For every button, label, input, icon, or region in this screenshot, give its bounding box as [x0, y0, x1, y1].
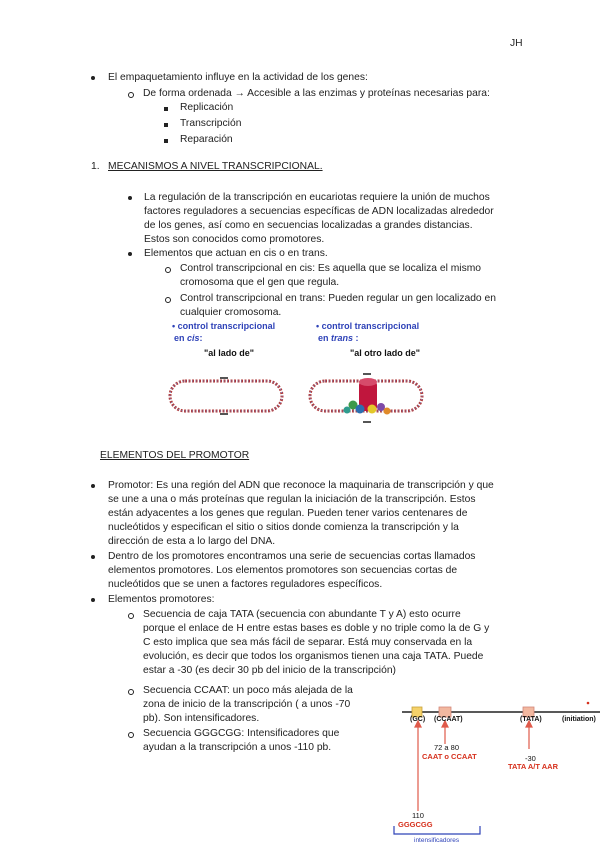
ccaat-name-label: CAAT o CCAAT — [422, 752, 477, 761]
ccaat-line: Secuencia CCAAT: un poco más alejada de la — [143, 685, 353, 696]
ccaat-box-label: (CCAAT) — [434, 716, 463, 723]
intro-item-reparacion: Reparación — [180, 134, 233, 145]
page-initials: JH — [510, 38, 523, 49]
cis-trans-figure — [160, 318, 440, 433]
gc-box-label: (GC) — [410, 716, 426, 723]
cis-line: cromosoma que el gen que regula. — [180, 277, 340, 288]
protein-complex — [344, 378, 391, 415]
section2-title: ELEMENTOS DEL PROMOTOR — [100, 450, 250, 461]
elementos-promotores: Elementos promotores: — [108, 594, 215, 605]
intro-item-transcripcion: Transcripción — [180, 118, 242, 129]
cis-line: Control transcripcional en cis: Es aquella que se localiza el mismo — [180, 263, 482, 274]
intro-sub-bullet: De forma ordenada → Accesible a las enzimas y proteínas necesarias para: — [143, 88, 490, 99]
ccaat-line: pb). Son intensificadores. — [143, 713, 260, 724]
bullet-ring — [128, 92, 134, 98]
initiation-label: (initiation) — [562, 716, 596, 723]
dentro-line: elementos promotores. Los elementos promotores son secuencias cortas de — [108, 565, 458, 576]
trans-caption: "al otro lado de" — [350, 348, 421, 358]
bullet-ring — [165, 267, 171, 273]
dentro-line: Dentro de los promotores encontramos una serie de secuencias cortas llamados — [108, 551, 476, 562]
cis-heading: • control transcripcional — [172, 321, 276, 331]
section1-number: 1. — [91, 161, 100, 172]
trans-heading: • control transcripcional — [316, 321, 420, 331]
intro-item-replicacion: Replicación — [180, 102, 234, 113]
pos-72-label: 72 a 80 — [434, 743, 460, 752]
bullet-ring — [128, 689, 134, 695]
promotor-line: nucleótidos y especifican el sitio o sitios donde comienza la transcripción y la — [108, 522, 459, 533]
section1-p1-line: factores reguladores a secuencias específicas de ADN localizadas alrededor — [144, 206, 494, 217]
tata-line: evolución, es decir que todos los organismos tienen una caja TATA. Puede — [143, 651, 484, 662]
bullet-square — [164, 139, 168, 143]
tata-line: porque el enlace de H entre estas bases es doble y no triple como la de G y — [143, 623, 490, 634]
bullet-dot — [91, 484, 95, 488]
bullet-dot — [91, 598, 95, 602]
tata-line: estar a -30 (es decir 30 pb del inicio de la transcripción) — [143, 665, 396, 676]
section1-title: MECANISMOS A NIVEL TRANSCRIPCIONAL. — [108, 161, 323, 172]
bullet-dot — [128, 196, 132, 200]
promotor-line: Promotor: Es una región del ADN que reconoce la maquinaria de transcripción y que — [108, 480, 494, 491]
intensificadores-label: intensificadores — [414, 837, 460, 844]
gggcgg-name-label: GGGCGG — [398, 820, 433, 829]
bullet-ring — [165, 297, 171, 303]
bullet-dot — [128, 252, 132, 256]
intro-bullet: El empaquetamiento influye en la actividad de los genes: — [108, 72, 368, 83]
bullet-square — [164, 123, 168, 127]
ccaat-line: zona de inicio de la transcripción ( a unos -70 — [143, 699, 351, 710]
dna-loop-illustration — [160, 363, 440, 433]
dentro-line: nucleótidos que se unen a factores reguladores específicos. — [108, 579, 383, 590]
cis-heading-2: en cis: — [174, 333, 203, 343]
tata-box-label: (TATA) — [520, 716, 542, 723]
promoter-diagram — [392, 696, 600, 848]
section1-p2: Elementos que actuan en cis o en trans. — [144, 248, 328, 259]
gggcgg-line: Secuencia GGGCGG: Intensificadores que — [143, 728, 340, 739]
tata-line: C esto implica que sea más fácil de separar. Está muy conservada en la — [143, 637, 473, 648]
pos-110-label: 110 — [412, 811, 424, 820]
tata-name-label: TATA A/T AAR — [508, 762, 558, 771]
bullet-dot — [91, 76, 95, 80]
section1-p1-line: Estos son conocidos como promotores. — [144, 234, 325, 245]
bullet-square — [164, 107, 168, 111]
cis-dna-loop — [170, 381, 282, 411]
bullet-dot — [91, 555, 95, 559]
pos-30-label: -30 — [525, 754, 536, 763]
tata-line: Secuencia de caja TATA (secuencia con abundante T y A) esto ocurre — [143, 609, 461, 620]
promotor-line: se une a una o más proteínas que regulan la iniciación de la transcripción. Estos — [108, 494, 476, 505]
trans-heading-2: en trans : — [318, 333, 359, 343]
gggcgg-line: ayudan a la transcripción a unos -110 pb. — [143, 742, 332, 753]
section1-p1-line: de los genes, así como en secuencias localizadas a grandes distancias. — [144, 220, 473, 231]
bullet-ring — [128, 732, 134, 738]
promotor-line: están adyacentes a los genes que regulan. Pueden tener varios centenares de — [108, 508, 468, 519]
bullet-ring — [128, 613, 134, 619]
promotor-line: dirección de esta a lo largo del DNA. — [108, 536, 276, 547]
trans-line: cualquier cromosoma. — [180, 307, 282, 318]
trans-line: Control transcripcional en trans: Pueden regular un gen localizado en — [180, 293, 496, 304]
section1-p1-line: La regulación de la transcripción en eucariotas requiere la unión de muchos — [144, 192, 490, 203]
cis-caption: "al lado de" — [204, 348, 255, 358]
